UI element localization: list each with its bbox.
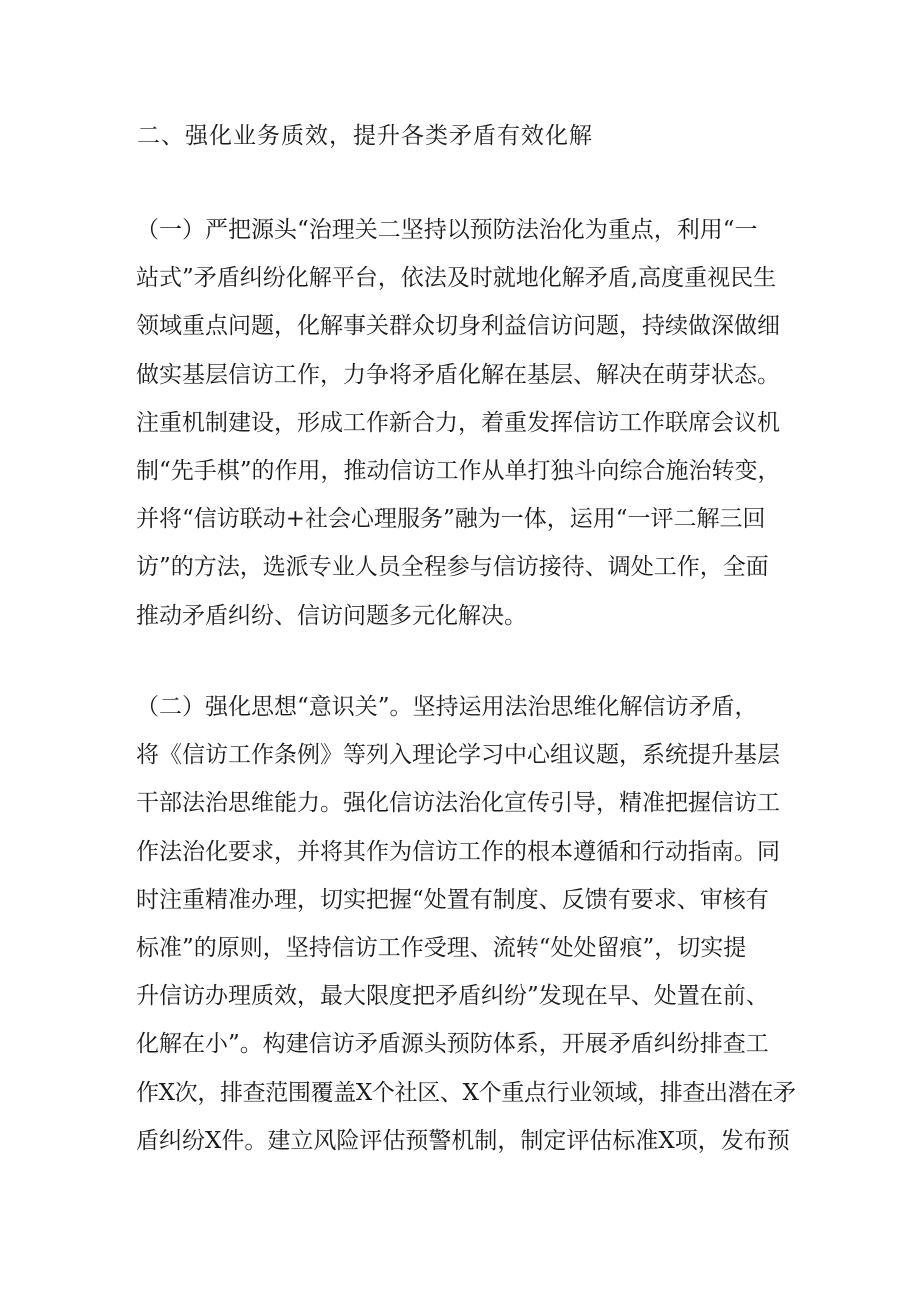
paragraph-line: 作X次，排查范围覆盖X个社区、X个重点行业领域，排查出潜在矛 <box>136 1079 796 1106</box>
paragraph-line: 注重机制建设，形成工作新合力，着重发挥信访工作联席会议机 <box>136 409 780 436</box>
paragraph-line: 并将“信访联动+社会心理服务”融为一体，运用“一评二解三回 <box>136 506 766 533</box>
paragraph-line: 站式”矛盾纠纷化解平台，依法及时就地化解矛盾,高度重视民生 <box>136 265 777 292</box>
paragraph-line: 制“先手棋”的作用，推动信访工作从单打独斗向综合施治转变， <box>136 457 781 484</box>
paragraph-line: 领域重点问题，化解事关群众切身利益信访问题，持续做深做细 <box>136 313 780 340</box>
paragraph-line: 化解在小”。构建信访矛盾源头预防体系，开展矛盾纠纷排查工 <box>136 1031 769 1058</box>
paragraph-1 <box>136 212 796 646</box>
paragraph-line: 升信访办理质效，最大限度把矛盾纠纷”发现在早、处置在前、 <box>136 983 769 1010</box>
section-heading: 二、强化业务质效，提升各类矛盾有效化解 <box>137 123 593 149</box>
paragraph-line: 推动矛盾纠纷、信访问题多元化解决。 <box>136 602 527 629</box>
paragraph-line: 将《信访工作条例》等列入理论学习中心组议题，系统提升基层 <box>136 742 780 769</box>
paragraph-2 <box>136 689 796 1171</box>
paragraph-line: 作法治化要求，并将其作为信访工作的根本遵循和行动指南。同 <box>136 838 780 865</box>
paragraph-line: （二）强化思想“意识关”。坚持运用法治思维化解信访矛盾， <box>136 694 758 720</box>
paragraph-line: （一）严把源头“治理关二坚持以预防法治化为重点，利用“一 <box>136 217 758 243</box>
paragraph-line: 访”的方法，选派专业人员全程参与信访接待、调处工作，全面 <box>136 554 769 581</box>
paragraph-line: 盾纠纷X件。建立风险评估预警机制，制定评估标准X项，发布预 <box>136 1127 790 1154</box>
paragraph-line: 时注重精准办理，切实把握“处置有制度、反馈有要求、审核有 <box>136 886 769 913</box>
paragraph-line: 做实基层信访工作，力争将矛盾化解在基层、解决在萌芽状态。 <box>136 361 780 388</box>
paragraph-line: 标准”的原则，坚持信访工作受理、流转“处处留痕”，切实提 <box>136 934 747 961</box>
paragraph-line: 干部法治思维能力。强化信访法治化宣传引导，精准把握信访工 <box>136 790 780 817</box>
